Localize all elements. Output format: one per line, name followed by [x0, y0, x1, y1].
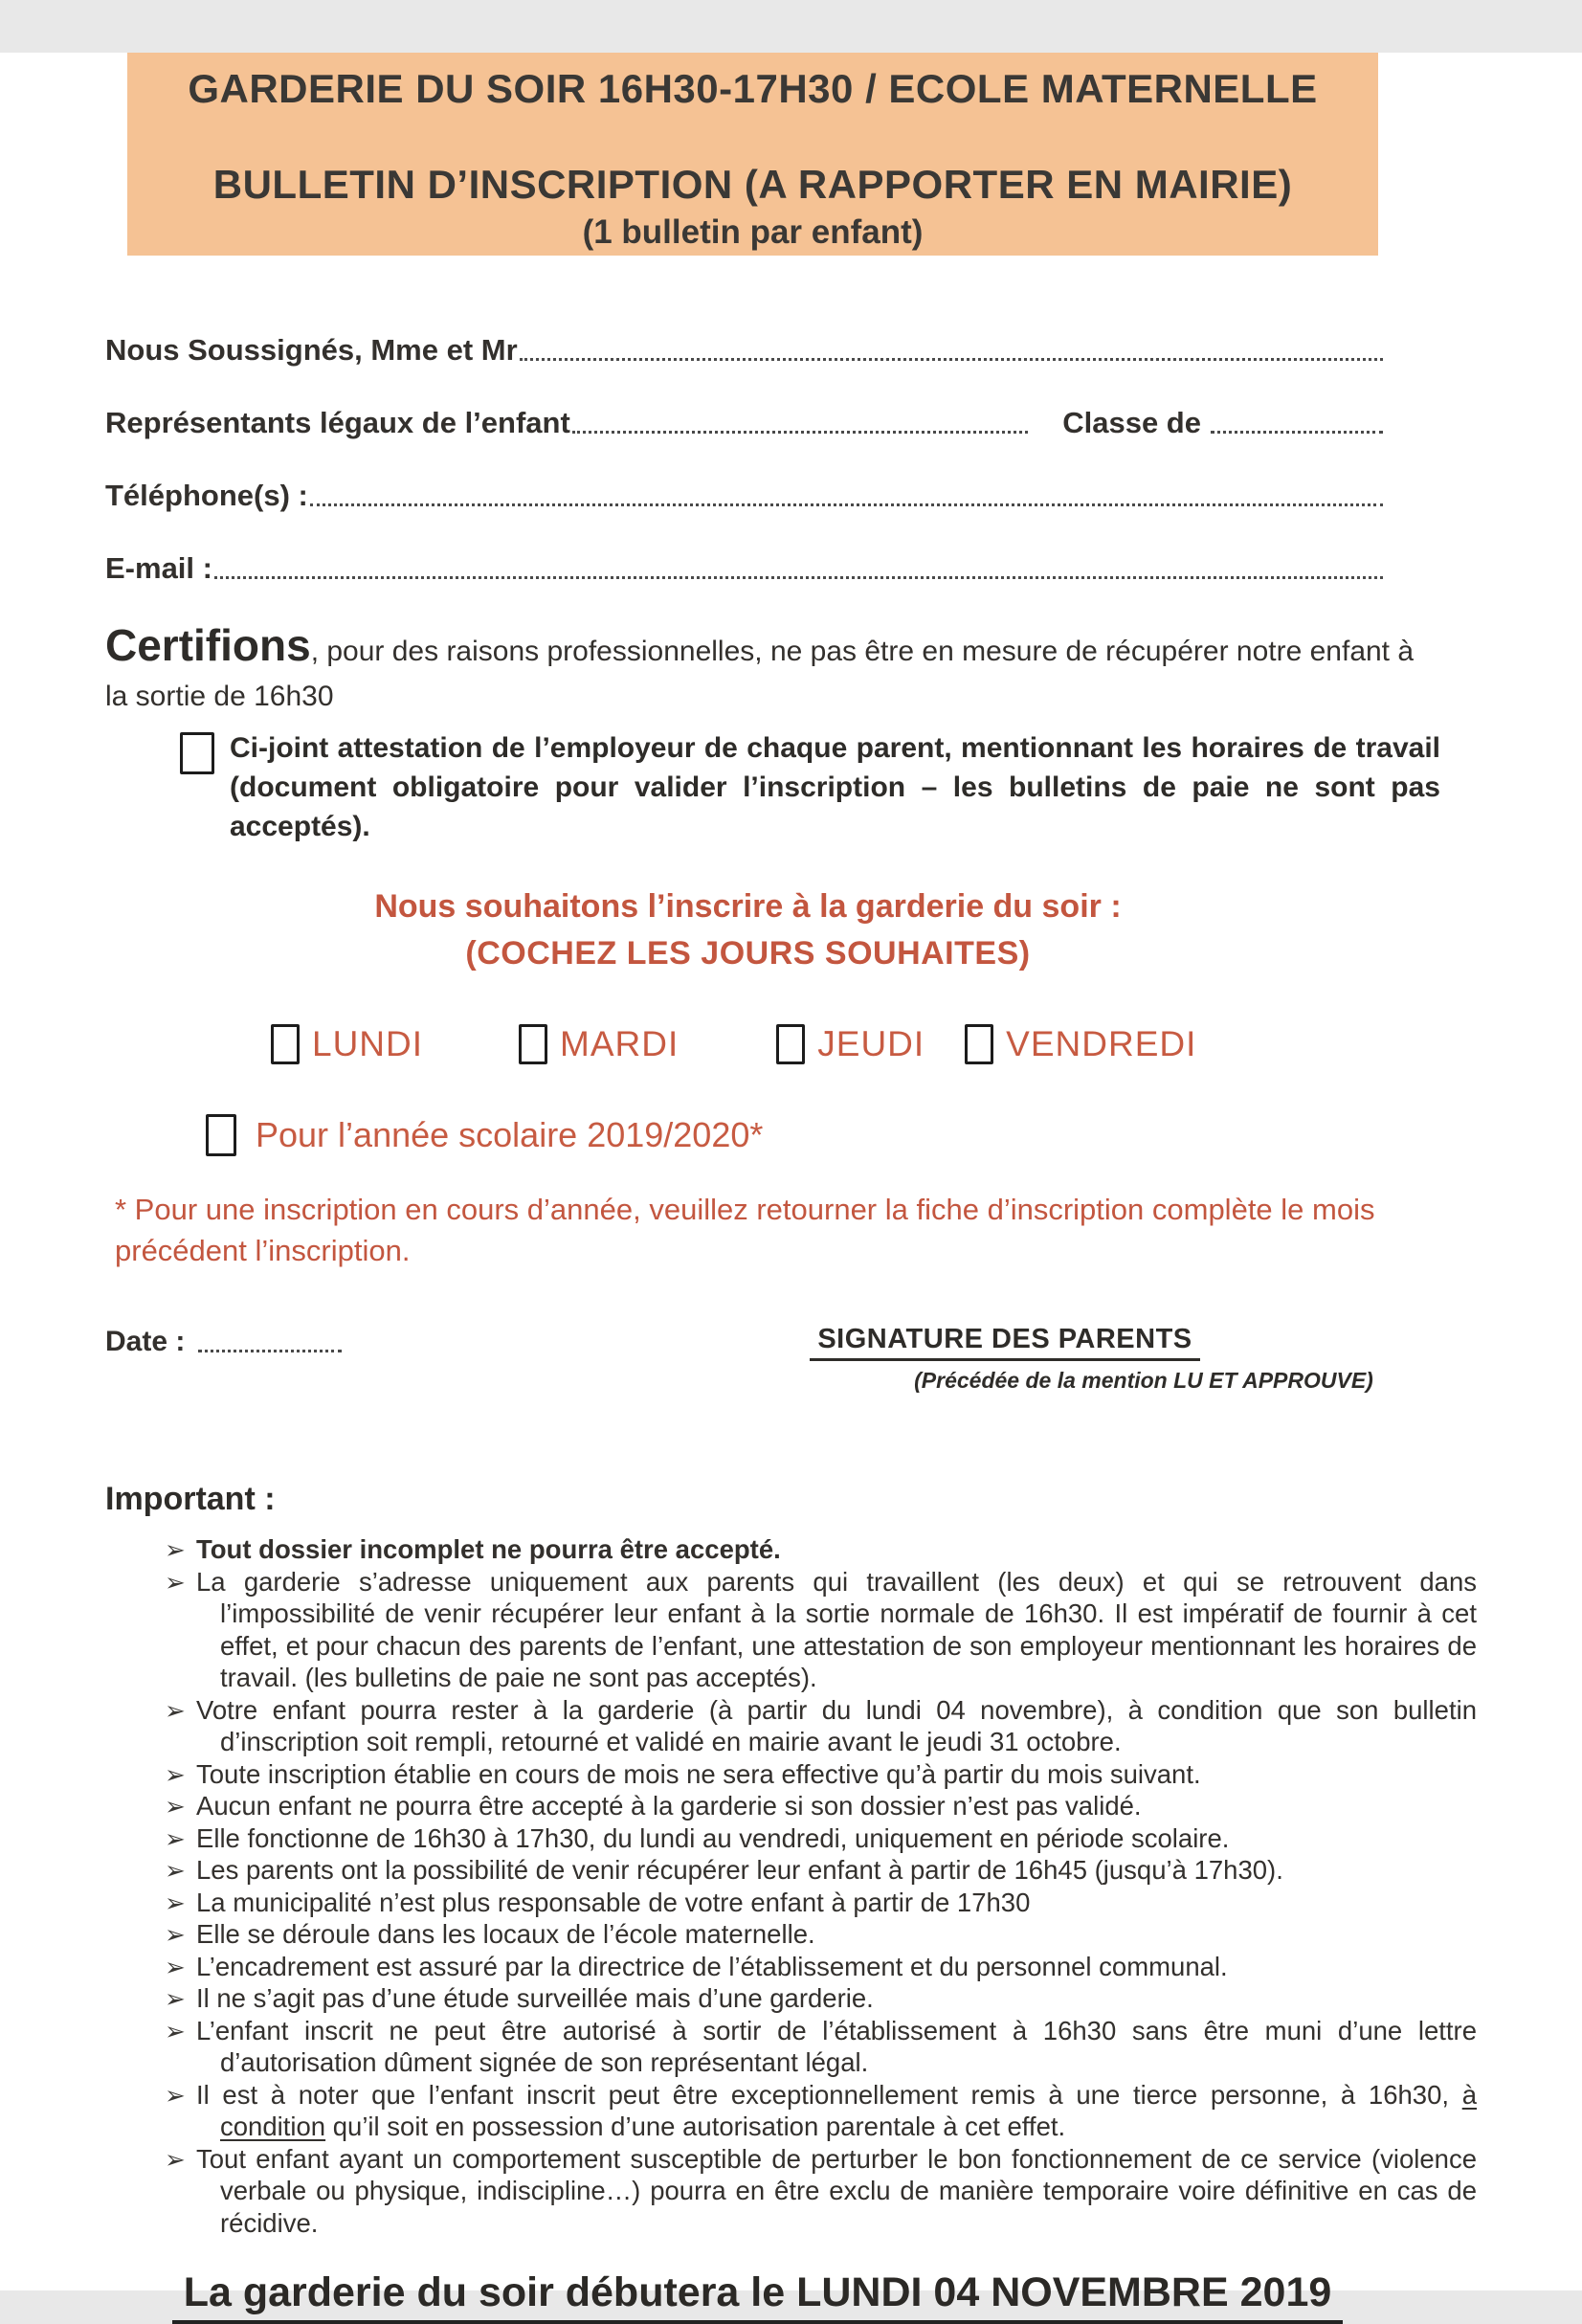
bullet-arrow-icon: ➢ — [165, 1792, 186, 1821]
list-item-text: Tout dossier incomplet ne pourra être accepté. — [196, 1534, 781, 1564]
phone-field[interactable] — [310, 503, 1383, 506]
certify-word: Certifions — [105, 620, 311, 670]
bullet-arrow-icon: ➢ — [165, 1952, 186, 1981]
date-row — [105, 1324, 450, 1356]
class-field[interactable] — [1211, 431, 1383, 434]
parents-names-row — [105, 332, 1385, 365]
date-label: Date : — [105, 1326, 186, 1357]
email-row — [105, 550, 1385, 583]
bullet-arrow-icon: ➢ — [165, 1984, 186, 2013]
list-item — [105, 2079, 1477, 2143]
school-year-label: Pour l’année scolaire 2019/2020* — [256, 1115, 764, 1154]
bullet-arrow-icon: ➢ — [165, 2080, 186, 2110]
list-item-underline: à condition — [220, 2079, 1477, 2141]
list-item-text: La garderie s’adresse uniquement aux parents qui travaillent (les deux) et qui se retrouvent dans l’impossibilité de venir récupérer leur enfant à la sortie normale de 16h30. Il est impératif de fournir à cet effet, et pour chacun des parents de l’enfant, une attestation de son employeur mentionnant les horaires de travail. (les bulletins de paie ne sont pas acceptés). — [196, 1566, 1477, 1692]
mid-year-note: * Pour une inscription en cours d’année, veuillez retourner la fiche d’inscription complète le mois précédent l’inscription. — [115, 1193, 1375, 1267]
wish-title: Nous souhaitons l’inscrire à la garderie du soir : — [374, 888, 1122, 925]
list-item — [105, 1758, 1477, 1791]
date-signature-section — [105, 1324, 1582, 1398]
list-item — [105, 1822, 1477, 1855]
list-item — [105, 1694, 1477, 1758]
list-item-text: Toute inscription établie en cours de mois ne sera effective qu’à partir du mois suivant. — [196, 1758, 1201, 1789]
phone-label: Téléphone(s) : — [105, 479, 308, 512]
bullet-arrow-icon: ➢ — [165, 1888, 186, 1917]
list-item-text: Il est à noter que l’enfant inscrit peut être exceptionnellement remis à une tierce personne, à 16h30, — [196, 2079, 1462, 2110]
bullet-arrow-icon: ➢ — [165, 1920, 186, 1949]
footer-headline-wrap — [0, 2269, 1582, 2324]
list-item-text: Les parents ont la possibilité de venir récupérer leur enfant à partir de 16h45 (jusqu’à 17h30). — [196, 1855, 1283, 1885]
bullet-arrow-icon: ➢ — [165, 1535, 186, 1564]
bullet-arrow-icon: ➢ — [165, 1823, 186, 1853]
signature-subtitle: (Précédée de la mention LU ET APPROUVE) — [914, 1368, 1373, 1393]
phone-row — [105, 478, 1385, 510]
list-item-text: L’enfant inscrit ne peut être autorisé à sortir de l’établissement à 16h30 sans être muni d’une lettre d’autorisation dûment signée de son représentant légal. — [196, 2015, 1477, 2077]
parents-names-label: Nous Soussignés, Mme et Mr — [105, 333, 518, 367]
checkbox-vendredi[interactable] — [965, 1024, 993, 1064]
bullet-arrow-icon: ➢ — [165, 1759, 186, 1789]
list-item-text: Elle se déroule dans les locaux de l’école maternelle. — [196, 1919, 815, 1949]
list-item-text: L’encadrement est assuré par la directrice de l’établissement et du personnel communal. — [196, 1951, 1228, 1981]
list-item — [105, 2015, 1477, 2079]
day-label-mardi: MARDI — [560, 1024, 680, 1063]
day-item-vendredi — [965, 1024, 1196, 1064]
parents-names-field[interactable] — [520, 358, 1383, 361]
day-label-vendredi: VENDREDI — [1006, 1024, 1197, 1063]
list-item — [105, 1887, 1477, 1919]
legal-representatives-field[interactable] — [572, 431, 1028, 434]
days-checkbox-row — [0, 1024, 1582, 1064]
list-item — [105, 1918, 1477, 1951]
signature-title: SIGNATURE DES PARENTS — [810, 1324, 1199, 1361]
attestation-checkbox[interactable] — [180, 732, 214, 774]
signature-block — [737, 1324, 1373, 1394]
list-item-text: Elle fonctionne de 16h30 à 17h30, du lundi au vendredi, uniquement en période scolaire. — [196, 1822, 1230, 1853]
day-item-lundi — [271, 1024, 423, 1064]
email-field[interactable] — [214, 576, 1383, 579]
bullet-arrow-icon: ➢ — [165, 2144, 186, 2174]
banner-title: GARDERIE DU SOIR 16H30-17H30 / ECOLE MATERNELLE — [188, 66, 1318, 111]
attestation-text: Ci-joint attestation de l’employeur de chaque parent, mentionnant les horaires de travail (document obligatoire pour valider l’inscription – les bulletins de paie ne sont pas acceptés). — [230, 732, 1440, 842]
list-item — [105, 2143, 1477, 2240]
list-item-text: Votre enfant pourra rester à la garderie (à partir du lundi 04 novembre), à condition que son bulletin d’inscription soit rempli, retourné et validé en mairie avant le jeudi 31 octobre. — [196, 1694, 1477, 1756]
header-banner — [127, 53, 1378, 256]
checkbox-mardi[interactable] — [519, 1024, 547, 1064]
certify-section — [105, 620, 1440, 846]
footer-headline: La garderie du soir débutera le LUNDI 04 NOVEMBRE 2019 — [172, 2269, 1344, 2324]
legal-representatives-label: Représentants légaux de l’enfant — [105, 406, 570, 439]
identity-form — [105, 332, 1385, 583]
banner-subtitle: BULLETIN D’INSCRIPTION (A RAPPORTER EN MAIRIE) — [212, 162, 1293, 207]
wish-subtitle: (COCHEZ LES JOURS SOUHAITES) — [465, 935, 1031, 972]
bullet-arrow-icon: ➢ — [165, 2016, 186, 2045]
day-label-lundi: LUNDI — [312, 1024, 424, 1063]
list-item-text: Tout enfant ayant un comportement susceptible de perturber le bon fonctionnement de ce service (violence verbale ou physique, indiscipline…) pourra en être exclu de manière temporaire voire définitive en cas de récidive. — [196, 2143, 1477, 2238]
important-title: Important : — [105, 1481, 276, 1517]
list-item — [105, 1790, 1477, 1822]
list-item-text: La municipalité n’est plus responsable de votre enfant à partir de 17h30 — [196, 1887, 1031, 1917]
class-label: Classe de — [1062, 406, 1201, 439]
day-item-jeudi — [776, 1024, 925, 1064]
important-list — [105, 1533, 1477, 2239]
list-item — [105, 1951, 1477, 1983]
certify-lead — [105, 620, 1440, 719]
bullet-arrow-icon: ➢ — [165, 1567, 186, 1597]
certify-lead-text: , pour des raisons professionnelles, ne pas être en mesure de récupérer notre enfant à la sortie de 16h30 — [105, 636, 1415, 712]
wish-heading — [0, 888, 1582, 972]
list-item — [105, 1854, 1477, 1887]
list-item — [105, 1533, 1477, 1566]
list-item-text: qu’il soit en possession d’une autorisation parentale à cet effet. — [325, 2112, 1066, 2141]
list-item-text: Aucun enfant ne pourra être accepté à la garderie si son dossier n’est pas validé. — [196, 1791, 1142, 1821]
scanned-enrollment-form — [0, 53, 1582, 2315]
bullet-arrow-icon: ➢ — [165, 1856, 186, 1885]
list-item-text: Il ne s’agit pas d’une étude surveillée mais d’une garderie. — [196, 1983, 874, 2013]
checkbox-jeudi[interactable] — [776, 1024, 805, 1064]
checkbox-school-year[interactable] — [206, 1114, 236, 1156]
school-year-row — [0, 1114, 1582, 1156]
important-section — [105, 1481, 1477, 2239]
email-label: E-mail : — [105, 551, 212, 585]
legal-representatives-row — [105, 405, 1385, 437]
day-label-jeudi: JEUDI — [817, 1024, 925, 1063]
day-item-mardi — [519, 1024, 679, 1064]
date-field[interactable] — [198, 1350, 342, 1352]
attestation-row — [105, 728, 1440, 846]
bullet-arrow-icon: ➢ — [165, 1695, 186, 1725]
checkbox-lundi[interactable] — [271, 1024, 300, 1064]
banner-per-child-note: (1 bulletin par enfant) — [582, 213, 924, 251]
list-item — [105, 1566, 1477, 1694]
list-item — [105, 1982, 1477, 2015]
